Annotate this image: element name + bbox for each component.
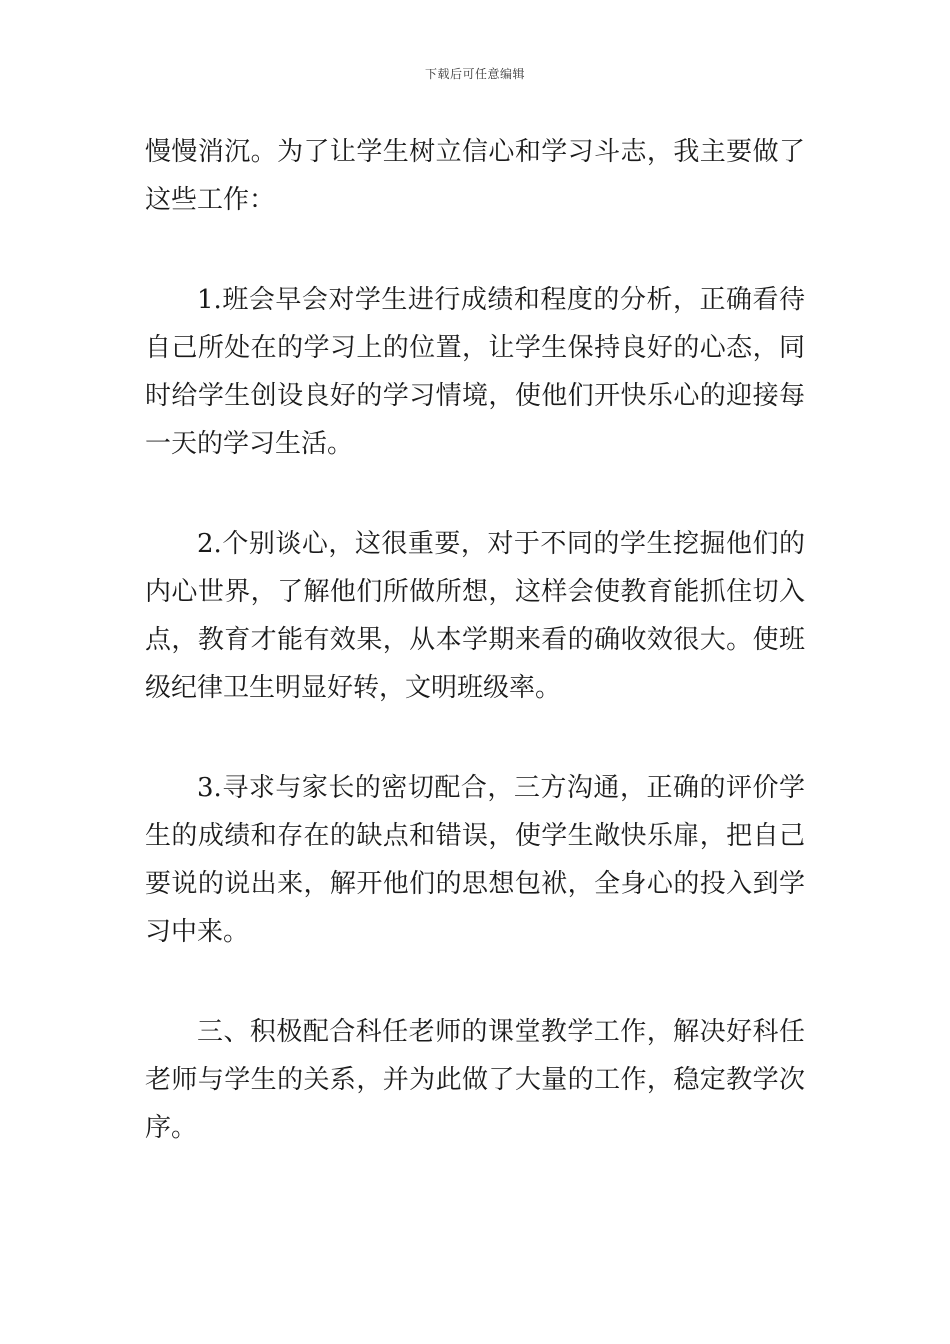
paragraph-continuation: 慢慢消沉。为了让学生树立信心和学习斗志，我主要做了这些工作： xyxy=(145,137,805,215)
document-body xyxy=(145,128,805,1152)
paragraph-item-3: 3.寻求与家长的密切配合，三方沟通，正确的评价学生的成绩和存在的缺点和错误，使学生敞快乐扉，把自己要说的说出来，解开他们的思想包袱，全身心的投入到学习中来。 xyxy=(145,773,805,947)
paragraph-spacer xyxy=(145,712,805,764)
page-header: 下载后可任意编辑 xyxy=(424,67,525,81)
paragraph-section-3: 三、积极配合科任老师的课堂教学工作，解决好科任老师与学生的关系，并为此做了大量的工作，稳定教学次序。 xyxy=(145,1017,805,1143)
paragraph-spacer xyxy=(145,224,805,276)
paragraph-item-2: 2.个别谈心，这很重要，对于不同的学生挖掘他们的内心世界，了解他们所做所想，这样会使教育能抓住切入点，教育才能有效果，从本学期来看的确收效很大。使班级纪律卫生明显好转，文明班级率。 xyxy=(145,529,805,703)
paragraph-item-1: 1.班会早会对学生进行成绩和程度的分析，正确看待自己所处在的学习上的位置，让学生保持良好的心态，同时给学生创设良好的学习情境，使他们开快乐心的迎接每一天的学习生活。 xyxy=(145,285,805,459)
paragraph-spacer xyxy=(145,956,805,1008)
paragraph-spacer xyxy=(145,468,805,520)
